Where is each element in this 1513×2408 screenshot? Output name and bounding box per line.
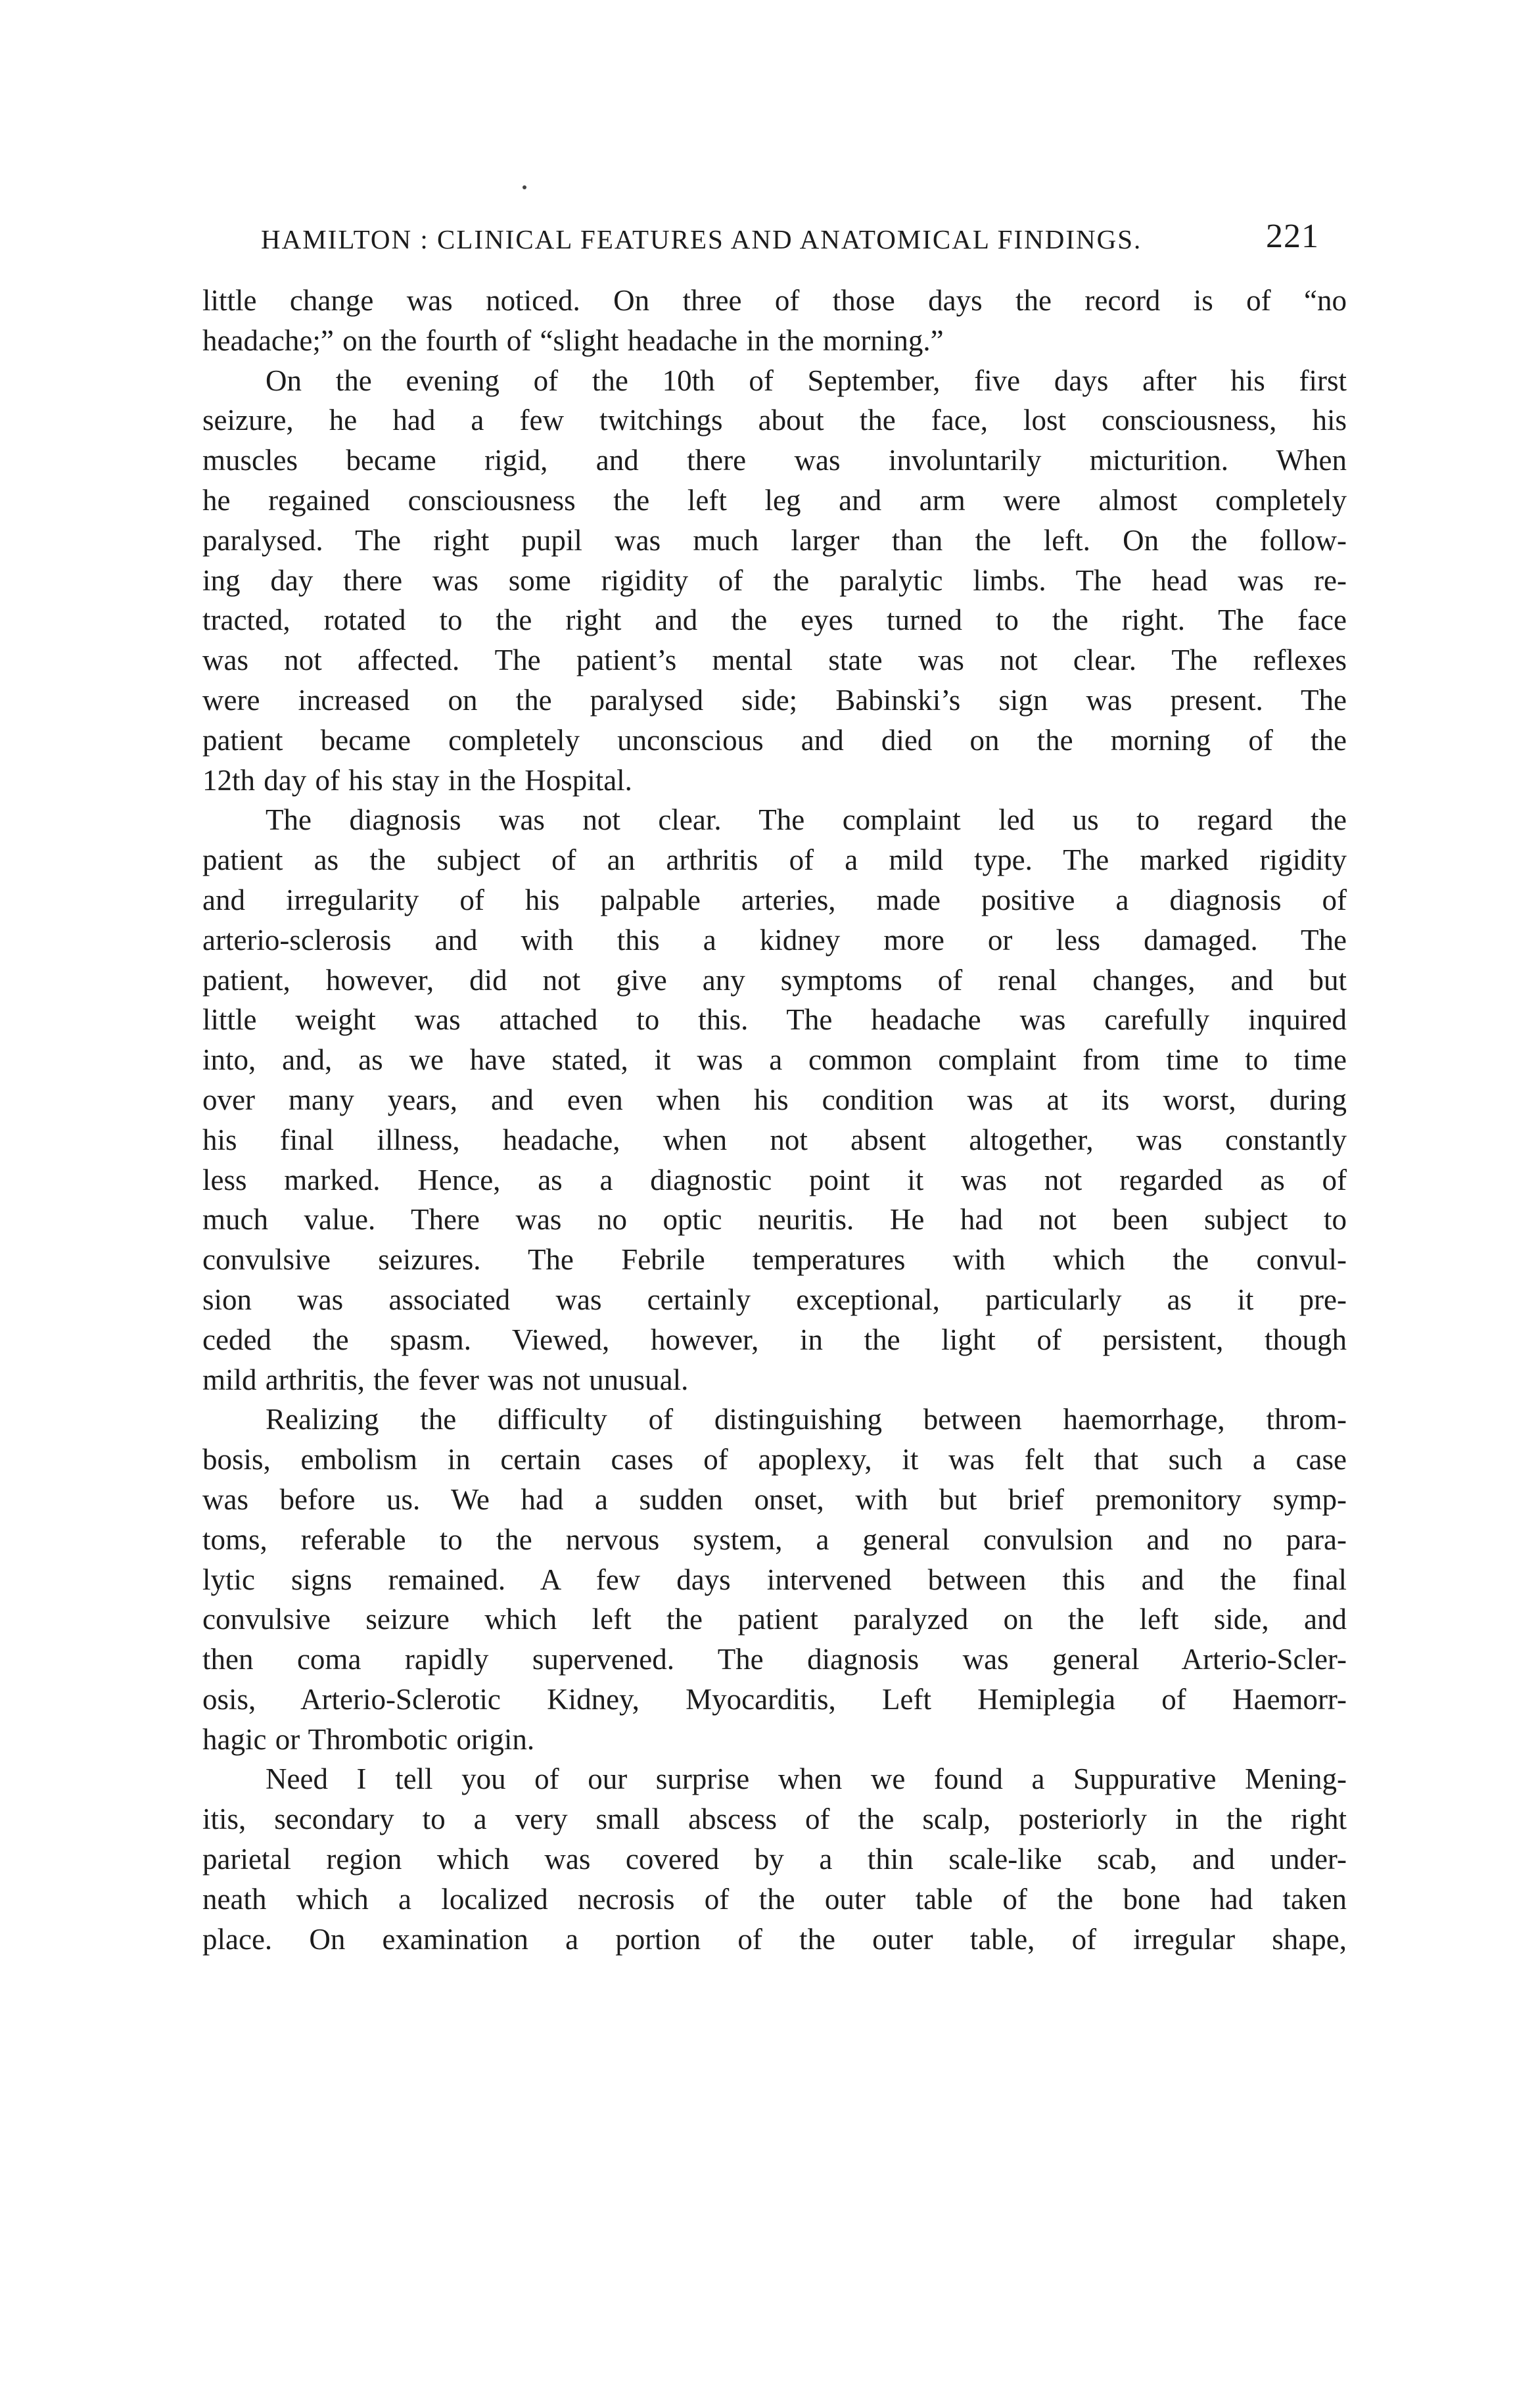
text-line: seizure, he had a few twitchings about the face, lost consciousness, his bbox=[202, 404, 1347, 437]
text-line: lytic signs remained. A few days intervened between this and the final bbox=[202, 1563, 1347, 1596]
text-line: convulsive seizures. The Febrile temperatures with which the convul- bbox=[202, 1243, 1347, 1277]
text-line: parietal region which was covered by a thin scale-like scab, and under- bbox=[202, 1843, 1347, 1876]
text-line: On the evening of the 10th of September, five days after his first bbox=[266, 364, 1347, 397]
text-line: patient became completely unconscious and died on the morning of the bbox=[202, 723, 1347, 757]
text-line: neath which a localized necrosis of the outer table of the bone had taken bbox=[202, 1882, 1347, 1916]
text-line: toms, referable to the nervous system, a general convulsion and no para- bbox=[202, 1523, 1347, 1556]
text-line: less marked. Hence, as a diagnostic point it was not regarded as of bbox=[202, 1163, 1347, 1196]
text-line: arterio-sclerosis and with this a kidney more or less damaged. The bbox=[202, 923, 1347, 956]
text-line: paralysed. The right pupil was much larger than the left. On the follow- bbox=[202, 523, 1347, 557]
text-line: and irregularity of his palpable arteries, made positive a diagnosis of bbox=[202, 883, 1347, 916]
text-line: headache;” on the fourth of “slight headache in the morning.” bbox=[202, 323, 944, 357]
text-line: hagic or Thrombotic origin. bbox=[202, 1722, 535, 1756]
body-text bbox=[202, 281, 1347, 1959]
text-line: into, and, as we have stated, it was a common complaint from time to time bbox=[202, 1043, 1347, 1077]
running-head bbox=[261, 217, 1319, 263]
text-line: was before us. We had a sudden onset, with but brief premonitory symp- bbox=[202, 1482, 1347, 1516]
text-line: Realizing the difficulty of distinguishing between haemorrhage, throm- bbox=[266, 1403, 1347, 1436]
text-line: sion was associated was certainly exceptional, particularly as it pre- bbox=[202, 1283, 1347, 1316]
text-line: then coma rapidly supervened. The diagnosis was general Arterio-Scler- bbox=[202, 1643, 1347, 1676]
text-line: ceded the spasm. Viewed, however, in the light of persistent, though bbox=[202, 1323, 1347, 1356]
stray-mark bbox=[523, 185, 526, 189]
text-line: mild arthritis, the fever was not unusual. bbox=[202, 1363, 689, 1396]
text-line: little change was noticed. On three of those days the record is of “no bbox=[202, 284, 1347, 317]
text-line: was not affected. The patient’s mental state was not clear. The reflexes bbox=[202, 644, 1347, 677]
text-line: Need I tell you of our surprise when we found a Suppurative Mening- bbox=[266, 1762, 1347, 1796]
running-title: HAMILTON : CLINICAL FEATURES AND ANATOMICAL FINDINGS. bbox=[261, 224, 1142, 254]
text-line: were increased on the paralysed side; Babinski’s sign was present. The bbox=[202, 683, 1347, 717]
text-line: much value. There was no optic neuritis. He had not been subject to bbox=[202, 1203, 1347, 1237]
text-line: 12th day of his stay in the Hospital. bbox=[202, 763, 632, 797]
text-line: itis, secondary to a very small abscess of the scalp, posteriorly in the right bbox=[202, 1803, 1347, 1836]
text-line: convulsive seizure which left the patient paralyzed on the left side, and bbox=[202, 1603, 1347, 1636]
text-line: his final illness, headache, when not absent altogether, was constantly bbox=[202, 1123, 1347, 1156]
page-number: 221 bbox=[1266, 218, 1319, 255]
text-line: muscles became rigid, and there was involuntarily micturition. When bbox=[202, 444, 1347, 477]
text-line: The diagnosis was not clear. The complaint led us to regard the bbox=[266, 803, 1347, 837]
text-line: tracted, rotated to the right and the eyes turned to the right. The face bbox=[202, 603, 1347, 637]
text-line: patient as the subject of an arthritis of a mild type. The marked rigidity bbox=[202, 843, 1347, 877]
text-line: osis, Arterio-Sclerotic Kidney, Myocarditis, Left Hemiplegia of Haemorr- bbox=[202, 1682, 1347, 1716]
text-line: place. On examination a portion of the outer table, of irregular shape, bbox=[202, 1922, 1347, 1956]
text-line: patient, however, did not give any symptoms of renal changes, and but bbox=[202, 963, 1347, 997]
text-line: over many years, and even when his condition was at its worst, during bbox=[202, 1083, 1347, 1116]
text-line: ing day there was some rigidity of the paralytic limbs. The head was re- bbox=[202, 563, 1347, 597]
text-line: bosis, embolism in certain cases of apoplexy, it was felt that such a case bbox=[202, 1443, 1347, 1476]
text-line: little weight was attached to this. The headache was carefully inquired bbox=[202, 1003, 1347, 1037]
text-line: he regained consciousness the left leg and arm were almost completely bbox=[202, 483, 1347, 517]
